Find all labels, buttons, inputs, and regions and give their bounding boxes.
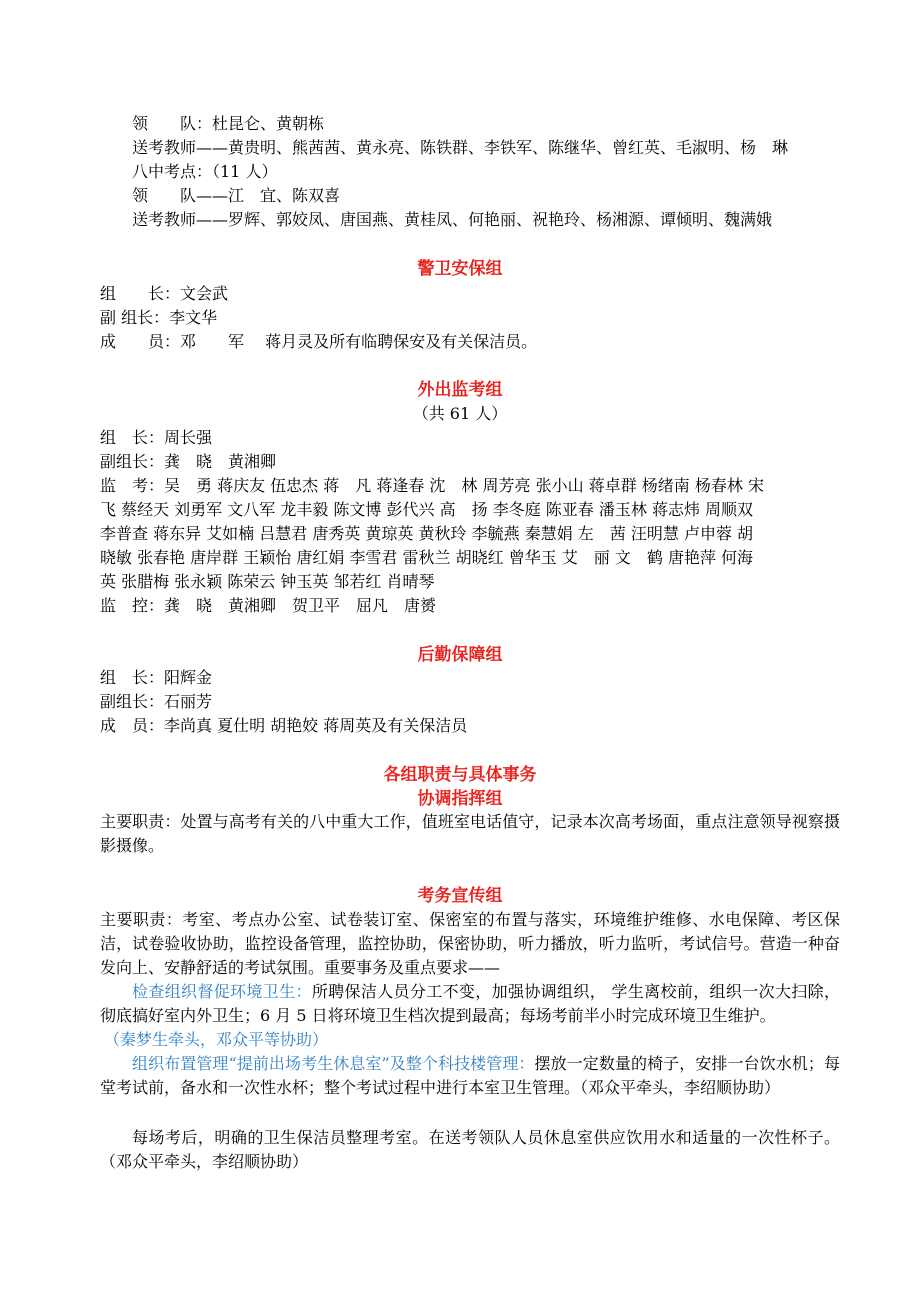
logistics-leader: 组 长：阳辉金: [100, 668, 213, 687]
proctor-monitor: 监 控：龚 晓 黄湘卿 贺卫平 屈凡 唐赟: [100, 596, 437, 615]
environment-item-note: （秦梦生牵头，邓众平等协助）: [104, 1030, 329, 1049]
proctor-row: 飞 蔡经天 刘勇军 文八军 龙丰毅 陈文博 彭代兴 高 扬 李冬庭 陈亚春 潘玉林 蒋志炜 周顺双: [100, 500, 754, 519]
security-deputy: 副 组长：李文华: [100, 308, 218, 327]
coordination-heading: 协调指挥组: [417, 789, 503, 809]
leader-line-2: 领 队——江 宜、陈双喜: [132, 186, 341, 205]
proctor-deputy: 副组长：龚 晓 黄湘卿: [100, 452, 277, 471]
proctor-row: 监 考：吴 勇 蒋庆友 伍忠杰 蒋 凡 蒋逢春 沈 林 周芳亮 张小山 蒋卓群 杨绪南 杨春林 宋: [100, 476, 764, 495]
coordination-text: 主要职责：处置与高考有关的八中重大工作，值班室电话值守，记录本次高考场面，重点注意领导视察摄影摄像。: [100, 812, 840, 855]
proctor-row: 李普查 蒋东异 艾如楠 吕慧君 唐秀英 黄琼英 黄秋玲 李毓燕 秦慧娟 左 茜 汪明慧 卢申蓉 胡: [100, 524, 754, 543]
leader-line: 领 队：杜昆仑、黄朝栋: [132, 114, 325, 133]
rest-room-item-heading: 组织布置管理“提前出场考生休息室”及整个科技楼管理：: [132, 1054, 535, 1073]
teachers-line: 送考教师——黄贵明、熊茜茜、黄永亮、陈铁群、李铁军、陈继华、曾红英、毛淑明、杨 琳: [132, 138, 789, 157]
rest-room-item-text: 摆放一定数量的椅子，安排一台饮水机；每堂考试前，备水和一次性水杯；整个考试过程中进行本室卫生管理。（邓众平牵头，李绍顺协助）: [100, 1054, 840, 1097]
proctor-heading: 外出监考组: [417, 380, 503, 400]
exam-affairs-heading: 考务宣传组: [417, 886, 503, 906]
environment-item: [100, 980, 840, 1028]
teachers-line-2: 送考教师——罗辉、郭姣凤、唐国燕、黄桂凤、何艳丽、祝艳玲、杨湘源、谭倾明、魏满娥: [132, 210, 773, 229]
security-heading: 警卫安保组: [417, 259, 503, 279]
proctor-row: 英 张腊梅 张永颖 陈荣云 钟玉英 邹若红 肖晴琴: [100, 572, 435, 591]
duties-heading: 各组职责与具体事务: [383, 765, 537, 785]
logistics-members: 成 员：李尚真 夏仕明 胡艳姣 蒋周英及有关保洁员: [100, 716, 468, 735]
exam-site-line: 八中考点：（11 人）: [132, 162, 278, 181]
proctor-row: 晓敏 张春艳 唐岸群 王颖怡 唐红娟 李雪君 雷秋兰 胡晓红 曾华玉 艾 丽 文 鹤 唐艳萍 何海: [100, 548, 754, 567]
logistics-deputy: 副组长：石丽芳: [100, 692, 213, 711]
rest-room-item: [100, 1052, 840, 1100]
exam-affairs-text: 主要职责：考室、考点办公室、试卷装订室、保密室的布置与落实，环境维护维修、水电保障、考区保洁，试卷验收协助，监控设备管理，监控协助，保密协助，听力播放，听力监听，考试信号。营造一种奋发向上、安静舒适的考试氛围。重要事务及重点要求——: [100, 910, 840, 977]
logistics-heading: 后勤保障组: [417, 645, 503, 665]
environment-item-text: 所聘保洁人员分工不变，加强协调组织， 学生离校前，组织一次大扫除，彻底搞好室内外卫生；6 月 5 日将环境卫生档次提到最高；每场考前半小时完成环境卫生维护。: [100, 982, 840, 1025]
cleanup-item: 每场考后，明确的卫生保洁员整理考室。在送考领队人员休息室供应饮用水和适量的一次性杯子。（邓众平牵头，李绍顺协助）: [100, 1128, 840, 1171]
security-members: 成 员：邓 军 蒋月灵及所有临聘保安及有关保洁员。: [100, 332, 538, 351]
security-leader: 组 长：文会武: [100, 284, 229, 303]
proctor-count: （共 61 人）: [412, 404, 508, 423]
proctor-leader: 组 长：周长强: [100, 428, 213, 447]
environment-item-heading: 检查组织督促环境卫生：: [132, 982, 312, 1001]
